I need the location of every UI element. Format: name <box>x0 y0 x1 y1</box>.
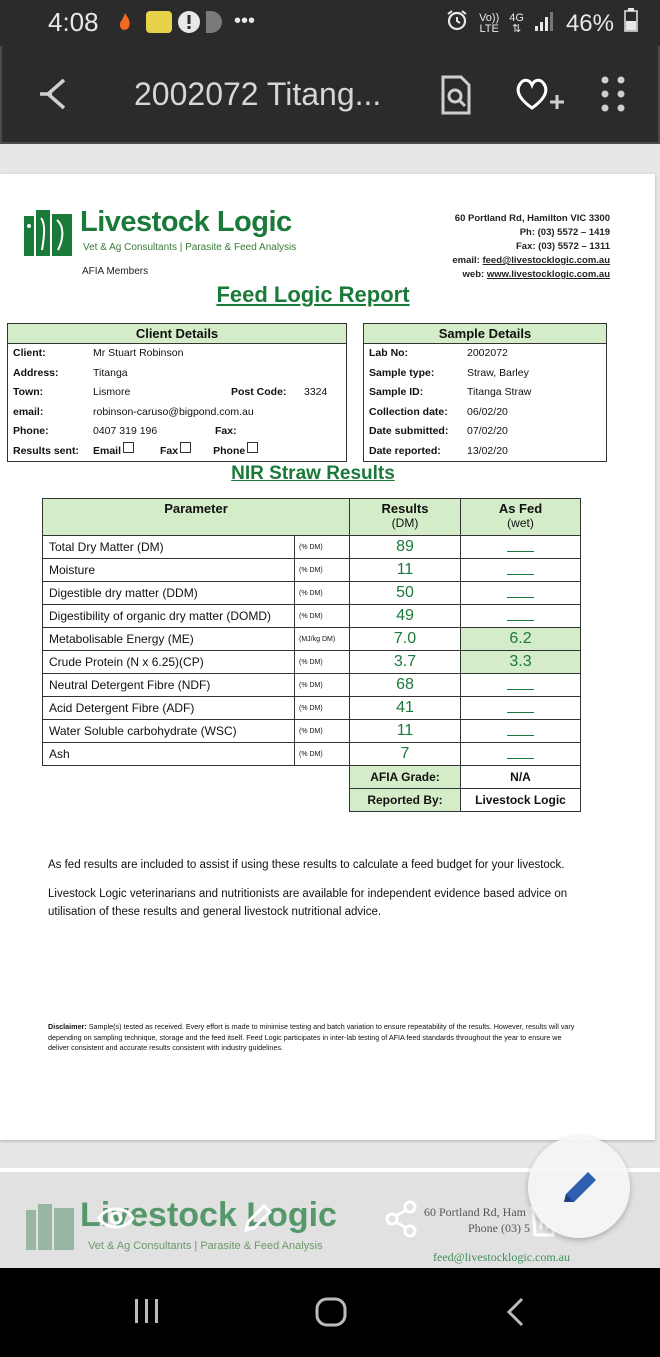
sample-label: Collection date: <box>369 405 448 418</box>
nir-results-title: NIR Straw Results <box>231 463 395 484</box>
parameter-unit: (% DM) <box>295 720 350 743</box>
share-icon[interactable] <box>384 1200 418 1243</box>
town-row <box>13 383 346 403</box>
as-fed-note: As fed results are included to assist if using these results to calculate a feed budget for your livestock. <box>48 859 565 871</box>
parameter-unit: (% DM) <box>295 743 350 766</box>
phone-value: 0407 319 196 <box>93 425 158 437</box>
afia-grade-label: AFIA Grade: <box>350 766 461 789</box>
client-value: Mr Stuart Robinson <box>93 347 184 359</box>
postcode-value: 3324 <box>304 386 328 398</box>
results-header-label: Results <box>381 501 429 516</box>
more-options-icon[interactable] <box>598 74 628 119</box>
sample-row <box>369 403 606 423</box>
client-details-header: Client Details <box>8 324 346 344</box>
parameter-name: Moisture <box>43 559 295 582</box>
report-title: Feed Logic Report <box>216 282 410 307</box>
status-icons <box>445 8 638 39</box>
results-sent-label: Results sent: <box>13 444 79 457</box>
parameter-unit: (% DM) <box>295 674 350 697</box>
phone-row <box>13 422 346 442</box>
app-notification-icon <box>146 11 172 33</box>
disclaimer-label: Disclaimer: <box>48 1022 87 1031</box>
results-row <box>43 628 581 651</box>
page2-email: feed@livestocklogic.com.au <box>433 1250 571 1264</box>
results-header-row <box>43 499 581 536</box>
reported-by-value: Livestock Logic <box>461 789 581 812</box>
clock: 4:08 <box>48 7 99 37</box>
sample-value: Straw, Barley <box>467 366 529 379</box>
sample-label: Sample ID: <box>369 386 424 398</box>
sample-value: Titanga Straw <box>467 386 532 398</box>
web-label: web: <box>462 269 485 280</box>
parameter-unit: (% DM) <box>295 559 350 582</box>
document-search-icon[interactable] <box>440 74 472 121</box>
home-icon[interactable] <box>314 1296 348 1333</box>
email-line <box>452 254 610 268</box>
as-fed-header <box>461 499 581 536</box>
results-row <box>43 743 581 766</box>
page2-phone-line: Phone (03) 5 <box>468 1221 530 1235</box>
address-value: Titanga <box>93 366 128 379</box>
favorite-add-icon[interactable] <box>514 74 568 123</box>
advice-note: Livestock Logic veterinarians and nutritionists are available for independent evidence based advice on utilisation of these results and general livestock nutritional advice. <box>48 888 568 918</box>
as-fed-header-label: As Fed <box>498 501 543 516</box>
page2-brand-name: Livestock Logic <box>80 1196 337 1234</box>
notification-icons <box>118 10 255 33</box>
client-email-label: email: <box>13 405 44 418</box>
result-dm-value: 68 <box>350 674 461 697</box>
address-line: 60 Portland Rd, Hamilton VIC 3300 <box>454 213 610 224</box>
parameter-header: Parameter <box>43 499 350 536</box>
phone-checkbox[interactable] <box>247 442 258 453</box>
email-checkbox[interactable] <box>123 442 134 453</box>
result-dm-value: 11 <box>350 559 461 582</box>
as-fed-value: 6.2 <box>461 628 581 651</box>
sample-row <box>369 344 606 364</box>
disclaimer-text: Sample(s) tested as received. Every effort is made to minimise testing and batch variation to ensure repeatability of the results. However, results will vary depending on sampling technique, storage and the feed itself. Feed Logic participates in inter-lab testing of AFIA feed standards throughout the year to ensure we deliver consistent and accurate results consistent with industry guidelines. <box>48 1022 575 1052</box>
town-label: Town: <box>13 386 44 398</box>
view-eye-icon[interactable] <box>96 1200 136 1241</box>
parameter-name: Crude Protein (N x 6.25)(CP) <box>43 651 295 674</box>
sample-row <box>369 422 606 442</box>
phone-label: Phone: <box>13 425 49 437</box>
parameter-name: Digestibility of organic dry matter (DOMD) <box>43 605 295 628</box>
sample-row <box>369 383 606 403</box>
parameter-name: Total Dry Matter (DM) <box>43 536 295 559</box>
document-title: 2002072 Titang... <box>134 76 382 112</box>
brand-name: Livestock Logic <box>80 206 292 238</box>
blank-value-line <box>507 747 534 759</box>
phone-line: Ph: (03) 5572 – 1419 <box>519 227 610 238</box>
signal-icon <box>534 10 556 38</box>
as-fed-header-sub: (wet) <box>507 516 534 530</box>
document-viewer[interactable] <box>0 144 660 1269</box>
blank-value-line <box>507 609 534 621</box>
brand-tagline: Vet & Ag Consultants | Parasite & Feed Analysis <box>83 242 297 253</box>
parameter-unit: (% DM) <box>295 605 350 628</box>
more-notifications-icon: ••• <box>234 10 256 32</box>
afia-members: AFIA Members <box>82 266 149 277</box>
parameter-name: Water Soluble carbohydrate (WSC) <box>43 720 295 743</box>
sample-value: 07/02/20 <box>467 425 508 437</box>
sample-label: Lab No: <box>369 347 409 359</box>
afia-grade-row <box>43 766 581 789</box>
email-row <box>13 403 346 423</box>
sample-value: 06/02/20 <box>467 405 508 418</box>
result-dm-value: 7.0 <box>350 628 461 651</box>
document-page <box>0 174 655 1140</box>
results-sent-row <box>13 442 346 462</box>
app-toolbar <box>0 46 660 144</box>
sample-details-box <box>363 323 607 462</box>
blank-value-line <box>507 678 534 690</box>
page2-address <box>424 1204 530 1236</box>
status-bar <box>0 0 660 46</box>
as-fed-value <box>461 559 581 582</box>
sample-row <box>369 364 606 384</box>
sample-details-header: Sample Details <box>364 324 606 344</box>
result-dm-value: 89 <box>350 536 461 559</box>
results-header-sub: (DM) <box>391 516 419 530</box>
blank-value-line <box>507 563 534 575</box>
parameter-unit: (% DM) <box>295 651 350 674</box>
alarm-icon <box>445 8 469 39</box>
web-link[interactable]: www.livestocklogic.com.au <box>486 269 610 280</box>
result-dm-value: 7 <box>350 743 461 766</box>
sample-label: Date reported: <box>369 444 441 457</box>
sample-value: 13/02/20 <box>467 444 508 457</box>
parameter-name: Metabolisable Energy (ME) <box>43 628 295 651</box>
blank-value-line <box>507 540 534 552</box>
parameter-unit: (% DM) <box>295 536 350 559</box>
results-dm-header <box>350 499 461 536</box>
as-fed-value <box>461 743 581 766</box>
page2-brand-tagline: Vet & Ag Consultants | Parasite & Feed Analysis <box>88 1240 323 1252</box>
system-nav-bar <box>0 1268 660 1357</box>
result-dm-value: 3.7 <box>350 651 461 674</box>
option-phone-label: Phone <box>213 444 246 457</box>
results-row <box>43 559 581 582</box>
results-body <box>43 536 581 766</box>
company-address-block <box>452 212 610 282</box>
parameter-unit: (MJ/kg DM) <box>295 628 350 651</box>
email-link[interactable]: feed@livestocklogic.com.au <box>482 255 610 266</box>
edit-pencil-icon[interactable] <box>240 1200 276 1241</box>
option-fax-label: Fax <box>160 444 179 457</box>
parameter-name: Digestible dry matter (DDM) <box>43 582 295 605</box>
blank-value-line <box>507 724 534 736</box>
back-arrow-icon[interactable] <box>36 74 76 119</box>
reported-by-row <box>43 789 581 812</box>
parameter-name: Ash <box>43 743 295 766</box>
result-dm-value: 50 <box>350 582 461 605</box>
fab-pencil-icon <box>560 1170 598 1211</box>
results-row <box>43 605 581 628</box>
page2-address-line: 60 Portland Rd, Ham <box>424 1205 526 1219</box>
sample-details-rows <box>364 344 606 461</box>
client-details-box <box>7 323 347 462</box>
battery-percent: 46% <box>565 9 614 37</box>
reported-by-label: Reported By: <box>350 789 461 812</box>
sample-row <box>369 442 606 462</box>
as-fed-value <box>461 674 581 697</box>
results-table <box>42 498 581 812</box>
option-email-label: Email <box>93 444 122 457</box>
result-dm-value: 49 <box>350 605 461 628</box>
results-row <box>43 536 581 559</box>
lte-text: LTE <box>479 22 499 35</box>
address-row <box>13 364 346 384</box>
result-dm-value: 41 <box>350 697 461 720</box>
result-dm-value: 11 <box>350 720 461 743</box>
fax-line: Fax: (03) 5572 – 1311 <box>515 241 610 252</box>
address-label: Address: <box>13 366 59 379</box>
fax-checkbox[interactable] <box>180 442 191 453</box>
fax-label: Fax: <box>215 425 237 437</box>
as-fed-value: 3.3 <box>461 651 581 674</box>
postcode-label: Post Code: <box>231 386 287 398</box>
blank-value-line <box>507 701 534 713</box>
results-row <box>43 697 581 720</box>
as-fed-value <box>461 720 581 743</box>
battery-icon <box>624 8 638 39</box>
web-line <box>452 268 610 282</box>
as-fed-value <box>461 605 581 628</box>
disclaimer <box>48 1022 578 1054</box>
recent-apps-icon[interactable] <box>132 1296 162 1331</box>
sample-label: Date submitted: <box>369 425 449 437</box>
email-label: email: <box>452 255 480 266</box>
alert-notification-icon <box>178 11 200 33</box>
parameter-unit: (% DM) <box>295 697 350 720</box>
as-fed-value <box>461 582 581 605</box>
parameter-name: Acid Detergent Fibre (ADF) <box>43 697 295 720</box>
results-row <box>43 720 581 743</box>
blank-value-line <box>507 586 534 598</box>
results-row <box>43 582 581 605</box>
sample-value: 2002072 <box>467 347 508 359</box>
results-row <box>43 674 581 697</box>
volte-text: Vo)) <box>479 11 500 24</box>
flame-notification-icon <box>118 11 140 33</box>
client-email-value: robinson-caruso@bigpond.com.au <box>93 405 254 418</box>
client-label: Client: <box>13 347 46 359</box>
circle-notification-icon <box>206 11 222 33</box>
parameter-name: Neutral Detergent Fibre (NDF) <box>43 674 295 697</box>
parameter-unit: (% DM) <box>295 582 350 605</box>
client-row <box>13 344 346 364</box>
sample-label: Sample type: <box>369 366 435 379</box>
network-type: 4G ⇅ <box>509 11 524 35</box>
back-nav-icon[interactable] <box>504 1296 528 1333</box>
volte-indicator <box>479 13 499 35</box>
as-fed-value <box>461 536 581 559</box>
results-row <box>43 651 581 674</box>
edit-fab-button[interactable] <box>528 1136 630 1238</box>
network-text: 4G <box>509 11 524 24</box>
as-fed-value <box>461 697 581 720</box>
livestock-logic-logo-icon <box>24 208 76 263</box>
town-value: Lismore <box>93 386 131 398</box>
afia-grade-value: N/A <box>461 766 581 789</box>
